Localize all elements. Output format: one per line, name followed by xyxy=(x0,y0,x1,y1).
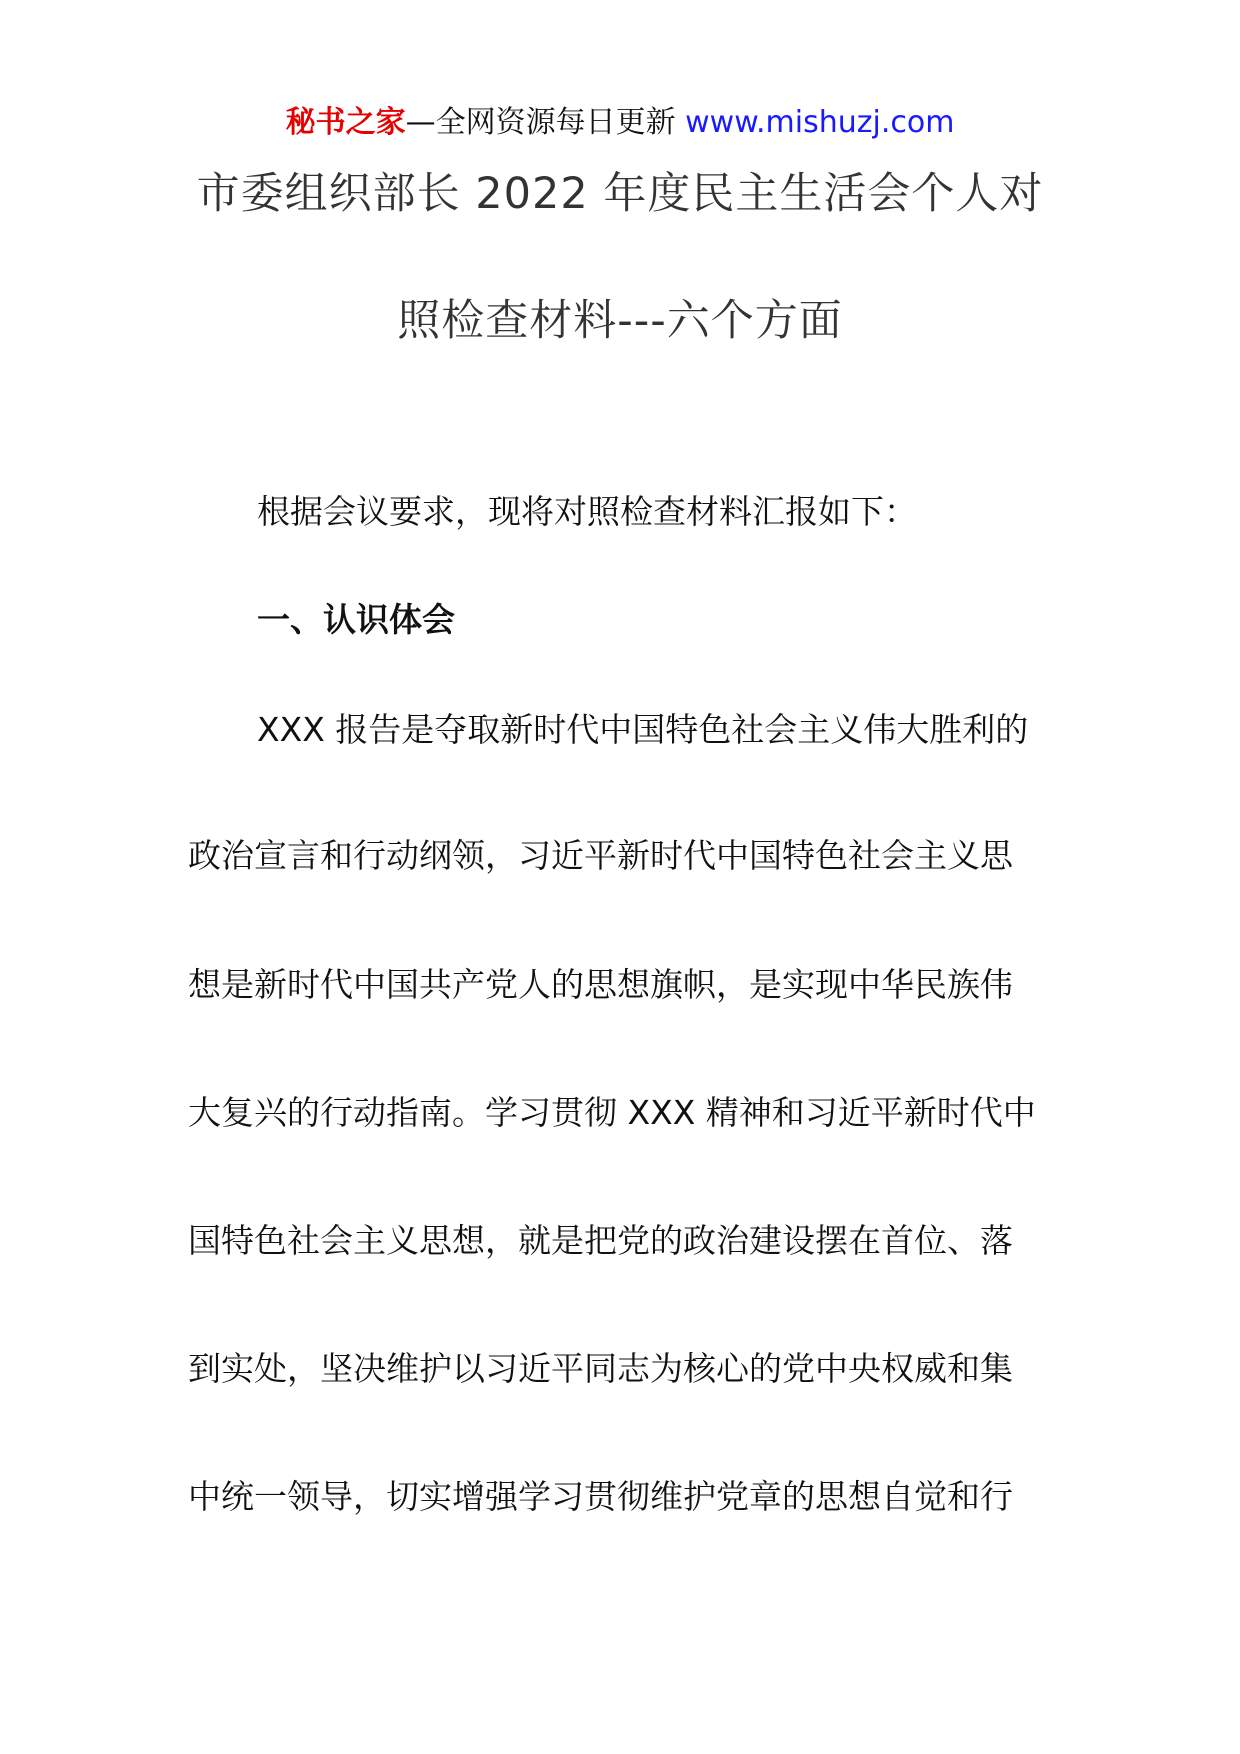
header-slogan: —全网资源每日更新 xyxy=(405,105,676,140)
intro-paragraph: 根据会议要求，现将对照检查材料汇报如下： xyxy=(257,492,917,531)
paragraph-line: 国特色社会主义思想，就是把党的政治建设摆在首位、落 xyxy=(188,1221,1013,1260)
paragraph-line: 到实处，坚决维护以习近平同志为核心的党中央权威和集 xyxy=(188,1349,1013,1388)
paragraph-line: XXX 报告是夺取新时代中国特色社会主义伟大胜利的 xyxy=(257,710,1029,749)
brand-name: 秘书之家 xyxy=(285,105,406,140)
watermark-header xyxy=(0,103,1240,143)
paragraph-line: 想是新时代中国共产党人的思想旗帜，是实现中华民族伟 xyxy=(188,965,1013,1004)
document-title-line-2: 照检查材料---六个方面 xyxy=(397,296,843,346)
site-url-link[interactable]: www.mishuzj.com xyxy=(685,105,955,140)
section-heading: 一、认识体会 xyxy=(257,600,455,639)
paragraph-line: 政治宣言和行动纲领，习近平新时代中国特色社会主义思 xyxy=(188,836,1013,875)
document-title-line-1: 市委组织部长 2022 年度民主生活会个人对 xyxy=(196,169,1044,219)
paragraph-line: 大复兴的行动指南。学习贯彻 XXX 精神和习近平新时代中 xyxy=(188,1093,1036,1132)
paragraph-line: 中统一领导，切实增强学习贯彻维护党章的思想自觉和行 xyxy=(188,1477,1013,1516)
